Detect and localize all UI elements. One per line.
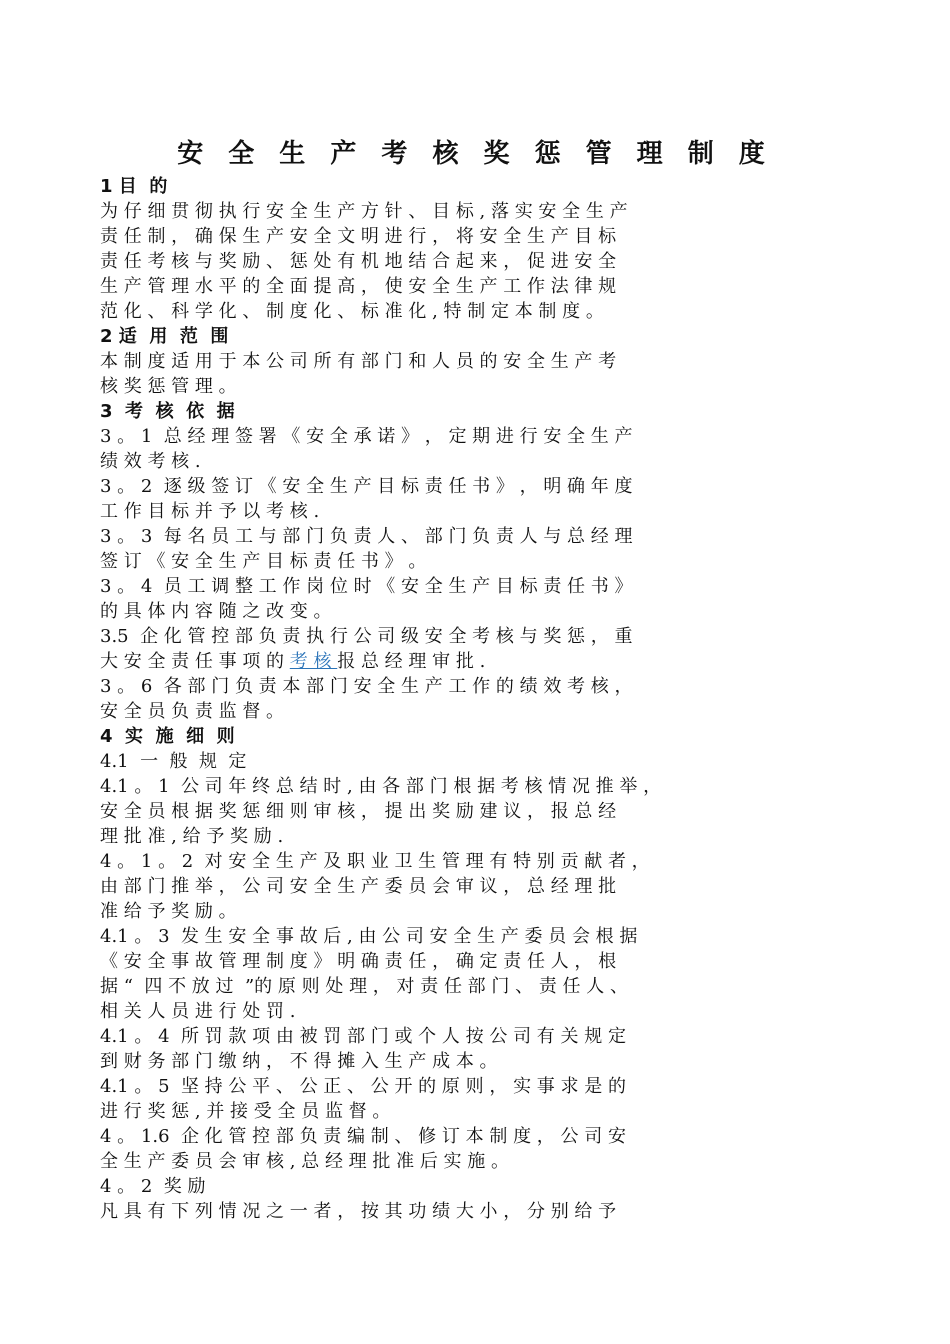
paragraph-line: 4.1 。 3 发 生 安 全 事 故 后 , 由 公 司 安 全 生 产 委 员 会 根 据: [100, 926, 638, 947]
section-heading-basis: 3 考 核 依 据: [100, 401, 235, 422]
paragraph-line: 进 行 奖 惩 , 并 接 受 全 员 监 督 。: [100, 1101, 391, 1122]
paragraph-line: 安 全 员 根 据 奖 惩 细 则 审 核 ， 提 出 奖 励 建 议 ， 报 总 经: [100, 801, 617, 822]
paragraph-line: 本 制 度 适 用 于 本 公 司 所 有 部 门 和 人 员 的 安 全 生 产 考: [100, 351, 617, 372]
paragraph-line: 《 安 全 事 故 管 理 制 度 》 明 确 责 任 ， 确 定 责 任 人 ， 根: [100, 951, 617, 972]
subsection-heading: 4 。 2 奖 励: [100, 1176, 206, 1197]
paragraph-line: 凡 具 有 下 列 情 况 之 一 者 ， 按 其 功 绩 大 小 ， 分 别 给 予: [100, 1201, 617, 1222]
paragraph-line: 核 奖 惩 管 理 。: [100, 376, 237, 397]
paragraph-line: 3.5 企 化 管 控 部 负 责 执 行 公 司 级 安 全 考 核 与 奖 惩 ， 重: [100, 626, 633, 647]
line-text: 报 总 经 理 审 批 .: [337, 651, 486, 672]
assessment-link[interactable]: 考 核: [289, 651, 338, 672]
paragraph-line: 工 作 目 标 并 予 以 考 核 .: [100, 501, 320, 522]
paragraph-line: 责 任 制 ， 确 保 生 产 安 全 文 明 进 行 ， 将 安 全 生 产 目 标: [100, 226, 617, 247]
document-title: 安 全 生 产 考 核 奖 惩 管 理 制 度: [177, 139, 773, 169]
paragraph-line: 4.1 。 4 所 罚 款 项 由 被 罚 部 门 或 个 人 按 公 司 有 关 规 定: [100, 1026, 626, 1047]
paragraph-line: 生 产 管 理 水 平 的 全 面 提 高 ， 使 安 全 生 产 工 作 法 律 规: [100, 276, 617, 297]
subsection-heading: 4.1 一 般 规 定: [100, 751, 247, 772]
paragraph-line: 绩 效 考 核 .: [100, 451, 201, 472]
paragraph-line: 3 。 6 各 部 门 负 责 本 部 门 安 全 生 产 工 作 的 绩 效 考 核 ，: [100, 676, 633, 697]
paragraph-line: 据 “ 四 不 放 过 ”的 原 则 处 理 ， 对 责 任 部 门 、 责 任 人 、: [100, 976, 629, 997]
section-heading-purpose: 1 目 的: [100, 176, 168, 197]
paragraph-line: 的 具 体 内 容 随 之 改 变 。: [100, 601, 332, 622]
paragraph-line: 4.1 。 5 坚 持 公 平 、 公 正 、 公 开 的 原 则 ， 实 事 求 是 的: [100, 1076, 626, 1097]
paragraph-line: 准 给 予 奖 励 。: [100, 901, 237, 922]
paragraph-line: 安 全 员 负 责 监 督 。: [100, 701, 285, 722]
paragraph-line: 责 任 考 核 与 奖 励 、 惩 处 有 机 地 结 合 起 来 ， 促 进 安 全: [100, 251, 617, 272]
section-heading-details: 4 实 施 细 则: [100, 726, 235, 747]
paragraph-line: 理 批 准 , 给 予 奖 励 .: [100, 826, 284, 847]
paragraph-line: 3 。 4 员 工 调 整 工 作 岗 位 时 《 安 全 生 产 目 标 责 任 书 》: [100, 576, 633, 597]
paragraph-line: 相 关 人 员 进 行 处 罚 .: [100, 1001, 296, 1022]
paragraph-line: 4 。 1 。 2 对 安 全 生 产 及 职 业 卫 生 管 理 有 特 别 贡 献 者 ，: [100, 851, 650, 872]
paragraph-line: 全 生 产 委 员 会 审 核 , 总 经 理 批 准 后 实 施 。: [100, 1151, 509, 1172]
paragraph-line: 4.1 。 1 公 司 年 终 总 结 时 , 由 各 部 门 根 据 考 核 情 况 推 举 ，: [100, 776, 662, 797]
paragraph-line: 范 化 、 科 学 化 、 制 度 化 、 标 准 化 , 特 制 定 本 制 度 。: [100, 301, 604, 322]
paragraph-line: 由 部 门 推 举 ， 公 司 安 全 生 产 委 员 会 审 议 ， 总 经 理 批: [100, 876, 617, 897]
paragraph-line: 为 仔 细 贯 彻 执 行 安 全 生 产 方 针 、 目 标 , 落 实 安 全 生 产: [100, 201, 628, 222]
paragraph-line: [100, 651, 485, 673]
paragraph-line: 到 财 务 部 门 缴 纳 ， 不 得 摊 入 生 产 成 本 。: [100, 1051, 498, 1072]
paragraph-line: 3 。 3 每 名 员 工 与 部 门 负 责 人 、 部 门 负 责 人 与 总 经 理: [100, 526, 633, 547]
paragraph-line: 签 订 《 安 全 生 产 目 标 责 任 书 》 。: [100, 551, 427, 572]
section-heading-scope: 2 适 用 范 围: [100, 326, 229, 347]
paragraph-line: 4 。 1.6 企 化 管 控 部 负 责 编 制 、 修 订 本 制 度 ， 公 司 安: [100, 1126, 626, 1147]
paragraph-line: 3 。 2 逐 级 签 订 《 安 全 生 产 目 标 责 任 书 》 ， 明 确 年 度: [100, 476, 633, 497]
line-text: 大 安 全 责 任 事 项 的: [100, 651, 290, 672]
paragraph-line: 3 。 1 总 经 理 签 署 《 安 全 承 诺 》 ， 定 期 进 行 安 全 生 产: [100, 426, 633, 447]
